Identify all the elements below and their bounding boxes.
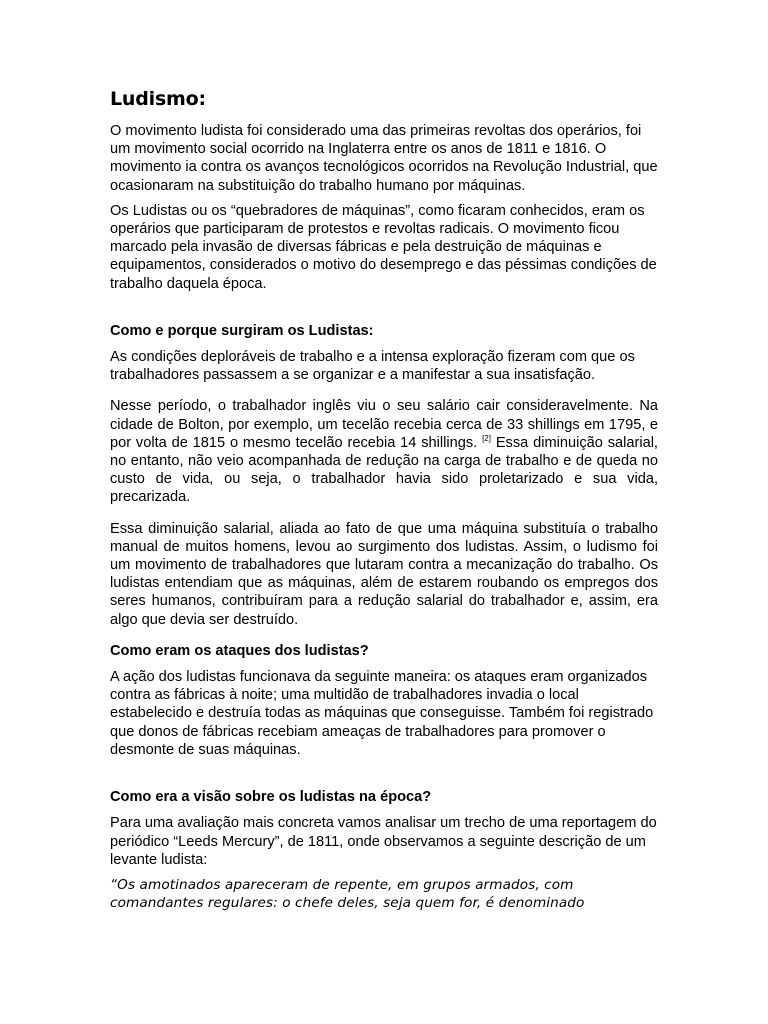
document-page [110, 86, 658, 919]
quote-excerpt: “Os amotinados apareceram de repente, em grupos armados, com comandantes regulares: o chefe deles, seja quem for, é denominado [110, 876, 585, 912]
perception-paragraph-1: Para uma avaliação mais concreta vamos analisar um trecho de uma reportagem do periódico “Leeds Mercury”, de 1811, onde observamos a seguinte descrição de um levante ludista: [110, 815, 657, 868]
page-title: Ludismo: [110, 88, 206, 110]
attacks-paragraph-1: A ação dos ludistas funcionava da seguinte maneira: os ataques eram organizados contra as fábricas à noite; uma multidão de trabalhadores invadia o local estabelecido e destruía todas as máquinas que conseguisse. Também foi registrado que donos de fábricas recebiam ameaças de trabalhadores para promover o desmonte de suas máquinas. [110, 669, 654, 758]
section-heading-origins: Como e porque surgiram os Ludistas: [110, 322, 374, 339]
spacer [110, 300, 658, 322]
origins-paragraph-3: Essa diminuição salarial, aliada ao fato de que uma máquina substituía o trabalho manual de muitos homens, levou ao surgimento dos ludistas. Assim, o ludismo foi um movimento de trabalhadores que lutaram contra a mecanização do trabalho. Os ludistas entendiam que as máquinas, além de estarem roubando os empregos dos seres humanos, contribuíram para a redução salarial do trabalhador e, assim, era algo que devia ser destruído. [110, 520, 658, 628]
section-heading-attacks: Como eram os ataques dos ludistas? [110, 642, 369, 659]
intro-paragraph-1: O movimento ludista foi considerado uma das primeiras revoltas dos operários, foi um movimento social ocorrido na Inglaterra entre os anos de 1811 e 1816. O movimento ia contra os avanços tecnológicos ocorridos na Revolução Industrial, que ocasionaram na substituição do trabalho humano por máquinas. [110, 123, 658, 194]
origins-paragraph-1: As condições deploráveis de trabalho e a intensa exploração fizeram com que os trabalhadores passassem a se organizar e a manifestar a sua insatisfação. [110, 349, 635, 384]
footnote-reference[interactable]: [2] [482, 433, 491, 443]
origins-paragraph-2 [110, 397, 658, 506]
spacer [110, 766, 658, 788]
section-heading-perception: Como era a visão sobre os ludistas na época? [110, 789, 432, 806]
intro-paragraph-2: Os Ludistas ou os “quebradores de máquinas”, como ficaram conhecidos, eram os operários que participaram de protestos e revoltas radicais. O movimento ficou marcado pela invasão de diversas fábricas e pela destruição de máquinas e equipamentos, considerados o motivo do desemprego e das péssimas condições de trabalho daquela época. [110, 202, 657, 292]
origins-paragraph-2-text: Nesse período, o trabalhador inglês viu o seu salário cair consideravelmente. Na cidade de Bolton, por exemplo, um tecelão recebia cerca de 33 shillings em 1795, e por volta de 1815 o mesmo tecelão recebia 14 shillings. [110, 398, 658, 451]
origins-paragraph-2-continuation: Essa diminuição salarial, no entanto, não veio acompanhada de redução na carga de trabalho e de queda no custo de vida, ou seja, o trabalhador havia sido proletarizado e sua vida, precarizada. [110, 434, 658, 506]
